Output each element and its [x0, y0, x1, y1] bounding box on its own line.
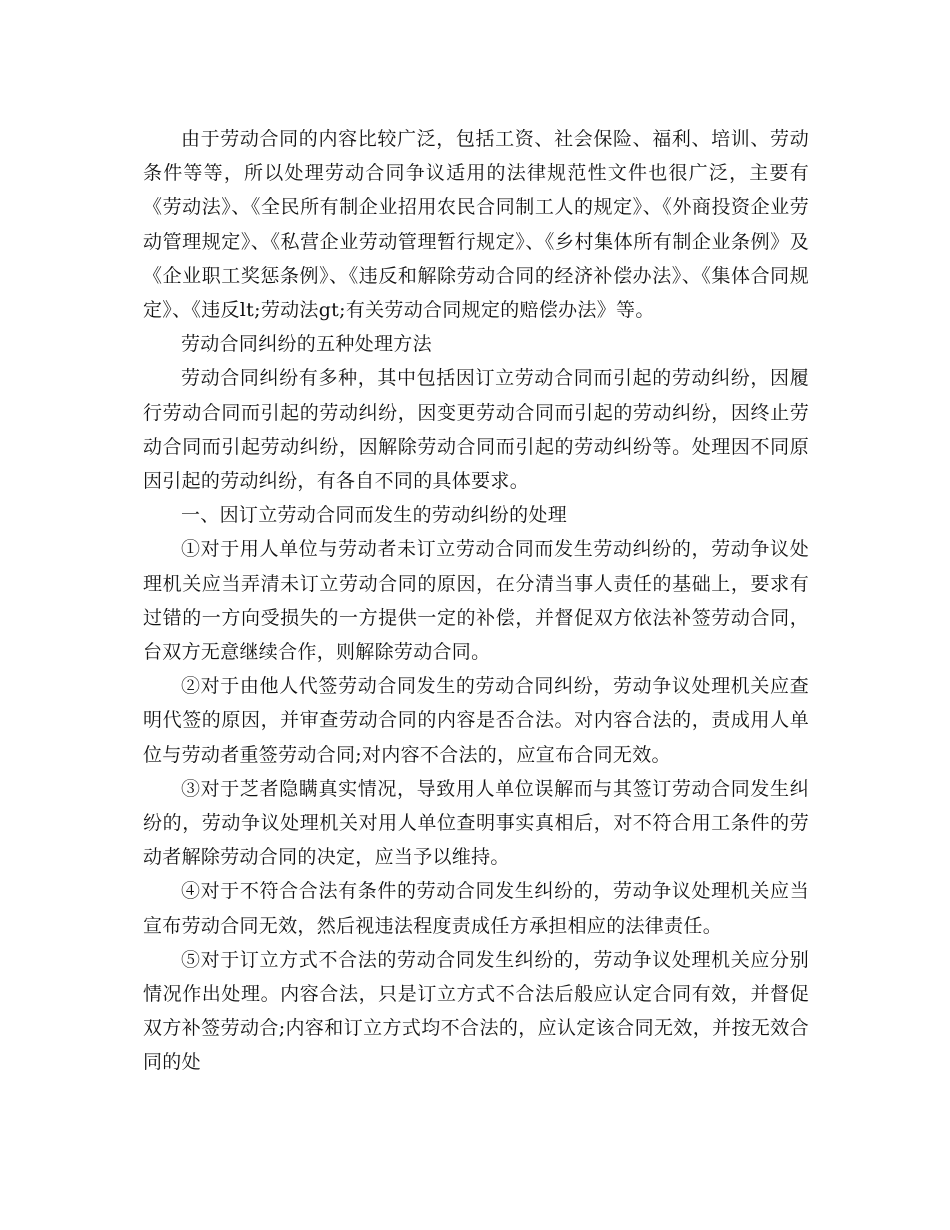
paragraph-heading-five-methods: 劳动合同纠纷的五种处理方法 — [181, 333, 432, 356]
paragraph-item-5: ⑤对于订立方式不合法的劳动合同发生纠纷的，劳动争议处理机关应分别情况作出处理。内容合法，只是订立方式不合法后般应认定合同有效，并督促双方补签劳动合;内容和订立方式均不合法的，应认定该合同无效，并按无效合同的处 — [143, 948, 809, 1074]
document-body — [143, 122, 809, 1080]
paragraph-item-2: ②对于由他人代签劳动合同发生的劳动合同纠纷，劳动争议处理机关应查明代签的原因，并审查劳动合同的内容是否合法。对内容合法的，责成用人单位与劳动者重签劳动合同;对内容不合法的，应宣布合同无效。 — [143, 675, 809, 766]
paragraph-item-3: ③对于芝者隐瞒真实情况，导致用人单位误解而与其签订劳动合同发生纠纷的，劳动争议处理机关对用人单位查明事实真相后，对不符合用工条件的劳动者解除劳动合同的决定，应当予以维持。 — [143, 777, 809, 869]
paragraph-item-4: ④对于不符合合法有条件的劳动合同发生纠纷的，劳动争议处理机关应当宣布劳动合同无效，然后视违法程度责成任方承担相应的法律责任。 — [143, 880, 809, 937]
paragraph-section-one-heading: 一、因订立劳动合同而发生的劳动纠纷的处理 — [181, 504, 568, 527]
paragraph-laws-list: 由于劳动合同的内容比较广泛，包括工资、社会保险、福利、培训、劳动条件等等，所以处理劳动合同争议适用的法律规范性文件也很广泛，主要有《劳动法》、《全民所有制企业招用农民合同制工人的规定》、《外商投资企业劳动管理规定》、《私营企业劳动管理暂行规定》、《乡村集体所有制企业条例》及《企业职工奖惩条例》、《违反和解除劳动合同的经济补偿办法》、《集体合同规定》、《违反lt;劳动法gt;有关劳动合同规定的赔偿办法》等。 — [143, 128, 809, 322]
paragraph-dispute-types: 劳动合同纠纷有多种，其中包括因订立劳动合同而引起的劳动纠纷，因履行劳动合同而引起的劳动纠纷，因变更劳动合同而引起的劳动纠纷，因终止劳动合同而引起劳动纠纷，因解除劳动合同而引起的劳动纠纷等。处理因不同原因引起的劳动纠纷，有各自不同的具体要求。 — [143, 367, 809, 493]
paragraph-item-1: ①对于用人单位与劳动者未订立劳动合同而发生劳动纠纷的，劳动争议处理机关应当弄清未订立劳动合同的原因，在分清当事人责任的基础上，要求有过错的一方向受损失的一方提供一定的补偿，并督促双方依法补签劳动合同，台双方无意继续合作，则解除劳动合同。 — [143, 538, 809, 664]
